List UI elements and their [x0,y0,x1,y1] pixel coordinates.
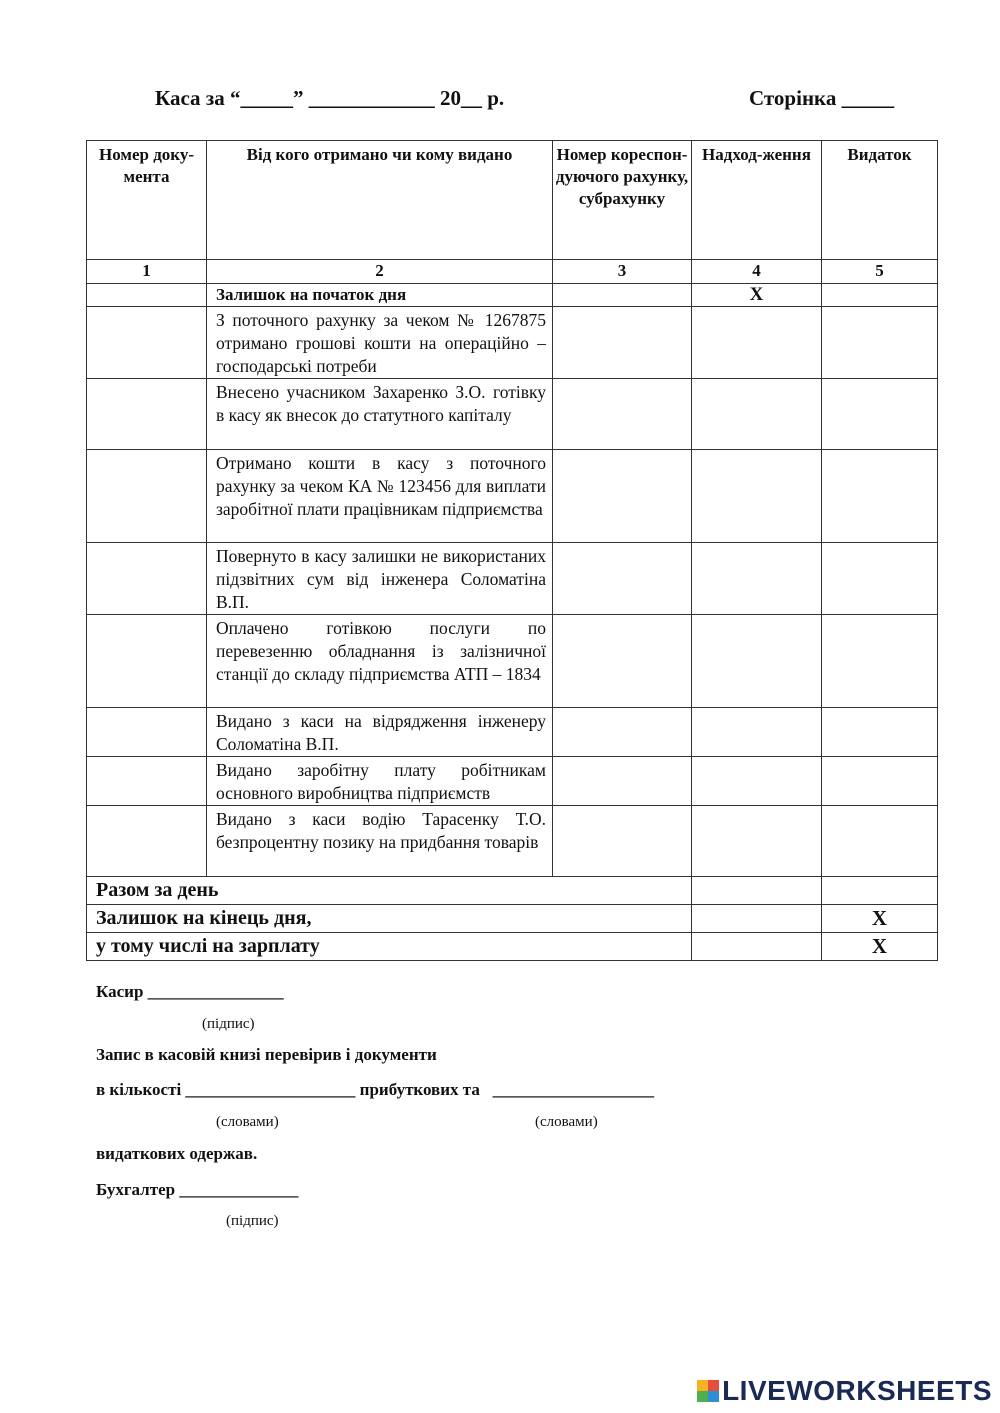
col-account: Номер кореспон-дуючого рахунку, субрахунку [553,141,692,260]
cell-income[interactable] [692,708,822,757]
cell-account[interactable] [553,284,692,307]
total-expense[interactable] [822,877,938,905]
row-description: Видано заробітну плату робітникам основного виробництва підприємств [207,757,553,806]
cell-expense[interactable] [822,450,938,543]
cell-expense[interactable] [822,543,938,615]
cell-doc[interactable] [87,708,207,757]
cell-account[interactable] [553,708,692,757]
cell-account[interactable] [553,379,692,450]
cell-income[interactable] [692,757,822,806]
table-header-row [87,141,938,260]
table-row [87,543,938,615]
table-row [87,307,938,379]
closing-balance-row [87,905,938,933]
row-description: З поточного рахунку за чеком № 1267875 отримано грошові кошти на операційно – господарські потреби [207,307,553,379]
col-number: 2 [207,260,553,284]
salary-mark: Х [822,933,938,961]
col-expense: Видаток [822,141,938,260]
row-description: Отримано кошти в касу з поточного рахунку за чеком КА № 123456 для виплати заробітної плати працівникам підприємства [207,450,553,543]
cell-expense[interactable] [822,708,938,757]
cell-doc[interactable] [87,757,207,806]
quantity-line: в кількості ____________________ прибуткових та ___________________ [96,1080,655,1099]
signature-hint: (підпис) [226,1213,279,1229]
table-row [87,379,938,450]
cell-doc[interactable] [87,806,207,877]
table-row [87,806,938,877]
total-income[interactable] [692,877,822,905]
total-label: Разом за день [87,877,692,905]
cell-doc[interactable] [87,543,207,615]
liveworksheets-brand [697,1375,992,1407]
cell-account[interactable] [553,450,692,543]
col-number: 5 [822,260,938,284]
cell-expense[interactable] [822,757,938,806]
table-row [87,450,938,543]
cell-expense[interactable] [822,307,938,379]
expense-line: видаткових одержав. [96,1144,258,1163]
col-income: Надход-ження [692,141,822,260]
opening-balance-mark: Х [692,284,822,307]
col-from-to: Від кого отримано чи кому видано [207,141,553,260]
cashier-line: Касир ________________ [96,982,284,1001]
salary-label: у тому числі на зарплату [87,933,692,961]
cell-account[interactable] [553,806,692,877]
row-description: Повернуто в касу залишки не використаних підзвітних сум від інженера Соломатіна В.П. [207,543,553,615]
opening-balance-label: Залишок на початок дня [207,284,553,307]
brand-name: LIVEWORKSHEETS [722,1375,992,1406]
cell-expense[interactable] [822,806,938,877]
closing-balance-income[interactable] [692,905,822,933]
cell-income[interactable] [692,379,822,450]
closing-balance-label: Залишок на кінець дня, [87,905,692,933]
words-hint: (словами) [216,1114,279,1130]
cell-income[interactable] [692,450,822,543]
cash-book-table [86,140,938,961]
col-number: 4 [692,260,822,284]
accountant-line: Бухгалтер ______________ [96,1180,299,1199]
salary-income[interactable] [692,933,822,961]
cell-doc[interactable] [87,307,207,379]
row-description: Внесено учасником Захаренко З.О. готівку в касу як внесок до статутного капіталу [207,379,553,450]
words-hint: (словами) [535,1114,598,1130]
table-row [87,708,938,757]
page-label: Сторінка _____ [749,86,895,110]
cell-income[interactable] [692,615,822,708]
opening-balance-row [87,284,938,307]
cell-account[interactable] [553,615,692,708]
row-description: Оплачено готівкою послуги по перевезенню обладнання із залізничної станції до складу підприємства АТП – 1834 [207,615,553,708]
liveworksheets-logo-icon [697,1380,719,1402]
cell-doc[interactable] [87,284,207,307]
cell-doc[interactable] [87,450,207,543]
table-row [87,615,938,708]
cell-doc[interactable] [87,379,207,450]
col-doc-number: Номер доку-мента [87,141,207,260]
column-numbers-row [87,260,938,284]
cell-expense[interactable] [822,379,938,450]
row-description: Видано з каси на відрядження інженеру Соломатіна В.П. [207,708,553,757]
cell-income[interactable] [692,307,822,379]
cash-header [155,86,915,116]
checked-line: Запис в касовій книзі перевірив і документи [96,1045,437,1064]
col-number: 1 [87,260,207,284]
cell-income[interactable] [692,806,822,877]
closing-balance-mark: Х [822,905,938,933]
cell-account[interactable] [553,757,692,806]
cell-account[interactable] [553,307,692,379]
cash-title: Каса за “_____” ____________ 20__ р. [155,86,505,110]
cell-account[interactable] [553,543,692,615]
cell-income[interactable] [692,543,822,615]
cell-doc[interactable] [87,615,207,708]
col-number: 3 [553,260,692,284]
signature-hint: (підпис) [202,1016,255,1032]
cell-expense[interactable] [822,615,938,708]
table-row [87,757,938,806]
salary-row [87,933,938,961]
cell-expense[interactable] [822,284,938,307]
row-description: Видано з каси водію Тарасенку Т.О. безпроцентну позику на придбання товарів [207,806,553,877]
total-row [87,877,938,905]
